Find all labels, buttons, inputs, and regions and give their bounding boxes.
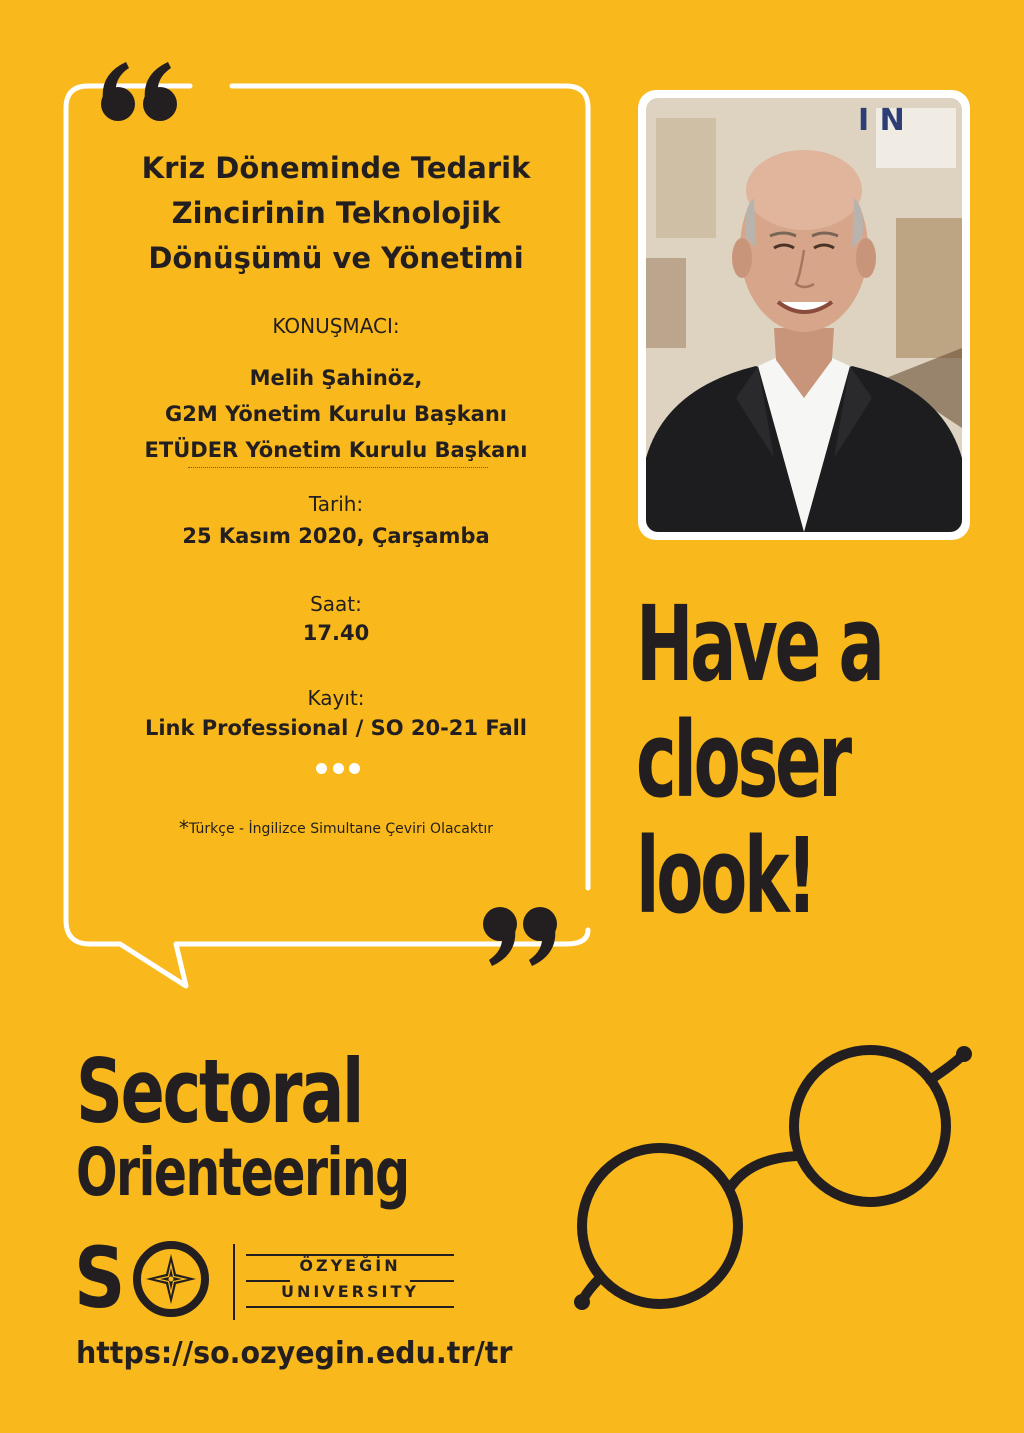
date-value: 25 Kasım 2020, Çarşamba bbox=[182, 524, 490, 548]
ellipsis-icon bbox=[316, 762, 360, 774]
registration-value: Link Professional / SO 20-21 Fall bbox=[144, 716, 528, 740]
divider bbox=[188, 467, 488, 468]
tagline bbox=[636, 583, 882, 937]
speaker-name: Melih Şahinöz, bbox=[249, 366, 423, 390]
website-link[interactable]: https://so.ozyegin.edu.tr/tr bbox=[76, 1336, 513, 1371]
event-title-line: Dönüşümü ve Yönetimi bbox=[148, 241, 524, 275]
date-label: Tarih: bbox=[308, 492, 364, 516]
program-name-line: Orienteering bbox=[76, 1134, 409, 1211]
so-logo bbox=[74, 1229, 224, 1327]
speaker-portrait-illustration bbox=[646, 98, 962, 532]
close-quote-icon bbox=[483, 907, 557, 966]
event-title-line: Zincirinin Teknolojik bbox=[171, 196, 501, 230]
speaker-photo bbox=[646, 98, 962, 532]
tagline-line: Have a bbox=[636, 583, 882, 705]
logo-divider bbox=[233, 1244, 235, 1320]
registration-label: Kayıt: bbox=[307, 686, 365, 710]
university-word: UNIVERSITY bbox=[281, 1282, 419, 1301]
speaker-photo-frame bbox=[638, 90, 970, 540]
speaker-role: G2M Yönetim Kurulu Başkanı bbox=[165, 402, 507, 426]
event-title-line: Kriz Döneminde Tedarik bbox=[141, 151, 531, 185]
footnote-text: Türkçe - İngilizce Simultane Çeviri Olacaktır bbox=[188, 821, 494, 837]
time-label: Saat: bbox=[310, 592, 362, 616]
program-name-line: Sectoral bbox=[76, 1040, 363, 1143]
program-name bbox=[76, 1040, 409, 1211]
ozyegin-university-logo bbox=[246, 1254, 454, 1308]
event-title bbox=[88, 146, 584, 281]
glasses-icon bbox=[560, 1040, 980, 1340]
footnote-star: * bbox=[178, 816, 189, 840]
speaker-label: KONUŞMACI: bbox=[272, 314, 400, 338]
speaker-info bbox=[88, 360, 584, 468]
svg-text:I N: I N bbox=[858, 103, 905, 138]
compass-icon bbox=[132, 1240, 210, 1318]
tagline-line: closer bbox=[636, 699, 849, 821]
speaker-role: ETÜDER Yönetim Kurulu Başkanı bbox=[144, 438, 528, 462]
time-value: 17.40 bbox=[302, 621, 370, 645]
open-quote-icon bbox=[101, 62, 177, 121]
university-name: ÖZYEĞİN bbox=[299, 1256, 401, 1275]
translation-footnote bbox=[88, 816, 584, 840]
logo-rule bbox=[246, 1306, 454, 1308]
so-logo-letter: S bbox=[74, 1229, 123, 1327]
tagline-line: look! bbox=[636, 815, 815, 937]
